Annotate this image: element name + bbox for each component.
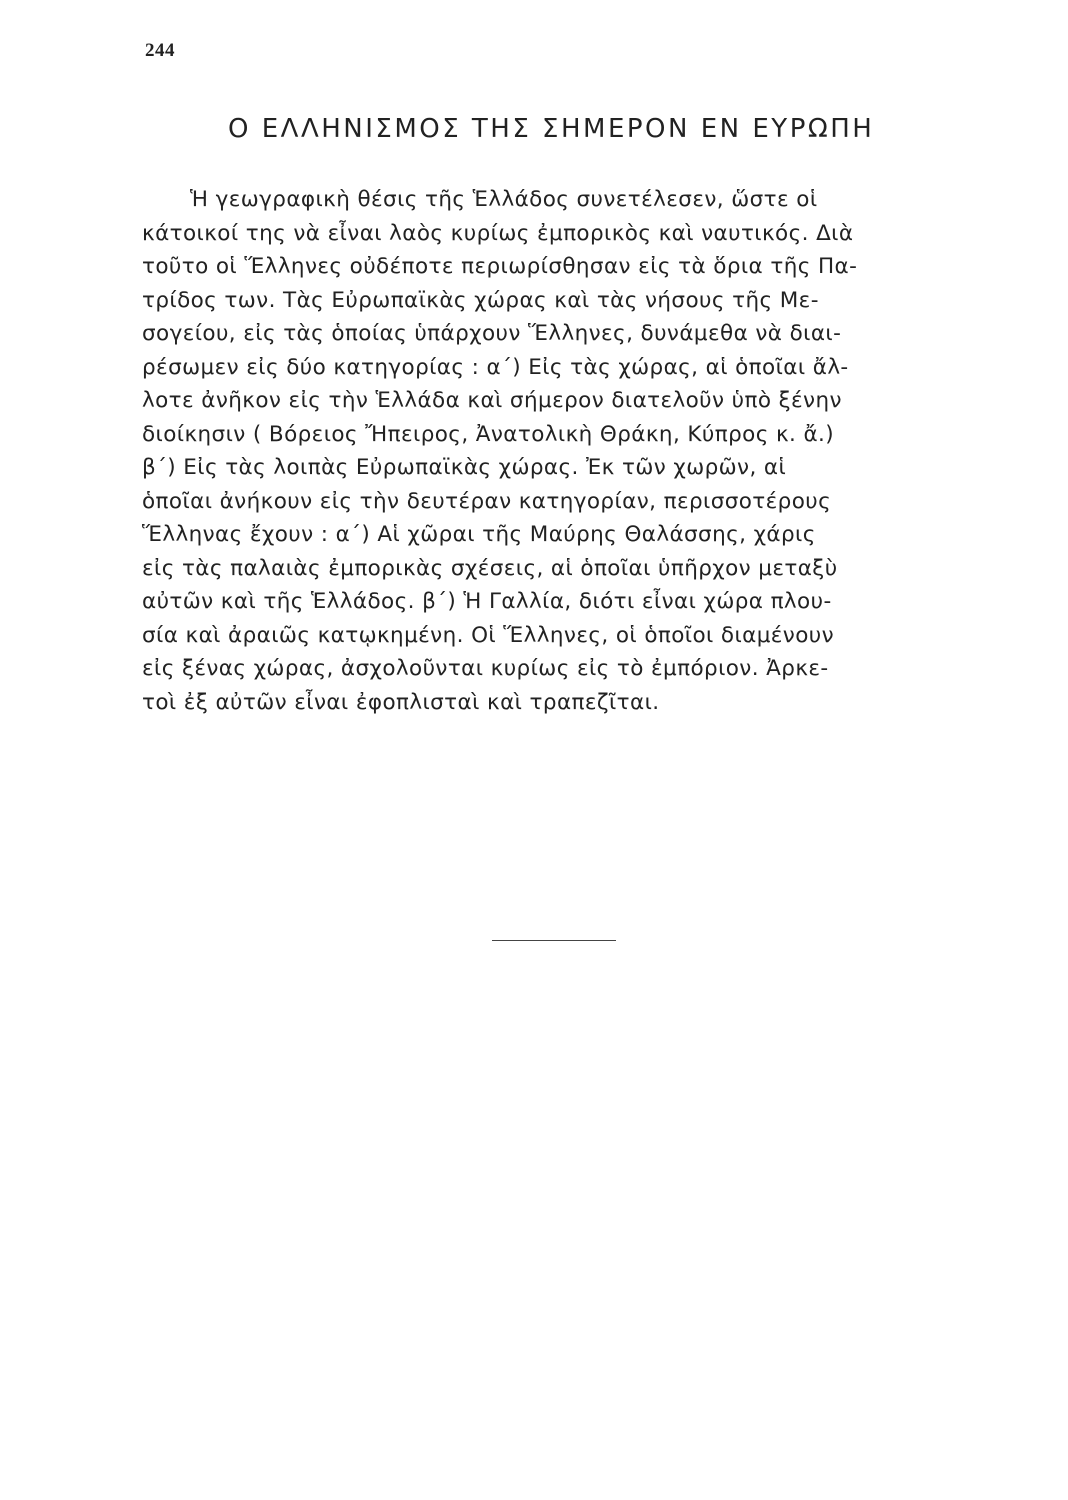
text-line: Ἕλληνας ἔχουν : α΄) Αἱ χῶραι τῆς Μαύρης Θαλάσσης, χάρις xyxy=(142,522,816,547)
text-line: β΄) Εἰς τὰς λοιπὰς Εὐρωπαϊκὰς χώρας. Ἐκ τῶν χωρῶν, αἱ xyxy=(142,455,787,480)
text-line: σία καὶ ἀραιῶς κατῳκημένη. Οἱ Ἕλληνες, οἱ ὁποῖοι διαμένουν xyxy=(142,622,835,648)
page-number: 244 xyxy=(145,40,175,61)
text-line: λοτε ἀνῆκον εἰς τὴν Ἑλλάδα καὶ σήμερον διατελοῦν ὑπὸ ξένην xyxy=(142,388,842,413)
text-line: κάτοικοί της νὰ εἶναι λαὸς κυρίως ἐμπορικὸς καὶ ναυτικός. Διὰ xyxy=(142,220,854,246)
text-line: αὐτῶν καὶ τῆς Ἑλλάδος. β΄) Ἡ Γαλλία, διότι εἶναι χώρα πλου- xyxy=(142,589,832,614)
text-line: σογείου, εἰς τὰς ὁποίας ὑπάρχουν Ἕλληνες, δυνάμεθα νὰ διαι- xyxy=(142,321,842,346)
text-line: εἰς τὰς παλαιὰς ἐμπορικὰς σχέσεις, αἱ ὁποῖαι ὑπῆρχον μεταξὺ xyxy=(142,555,838,581)
text-line: τρίδος των. Τὰς Εὐρωπαϊκὰς χώρας καὶ τὰς νήσους τῆς Με- xyxy=(142,287,819,313)
text-line: εἰς ξένας χώρας, ἀσχολοῦνται κυρίως εἰς τὸ ἐμπόριον. Ἀρκε- xyxy=(142,656,829,681)
text-line: τοὶ ἐξ αὐτῶν εἶναι ἐφοπλισταὶ καὶ τραπεζῖται. xyxy=(142,689,660,715)
section-divider xyxy=(492,940,616,941)
text-line: ὁποῖαι ἀνήκουν εἰς τὴν δευτέραν κατηγορίαν, περισσοτέρους xyxy=(142,488,832,514)
text-line: διοίκησιν ( Βόρειος Ἤπειρος, Ἀνατολικὴ Θράκη, Κύπρος κ. ἄ.) xyxy=(142,421,835,447)
text-line: ρέσωμεν εἰς δύο κατηγορίας : α΄) Εἰς τὰς χώρας, αἱ ὁποῖαι ἄλ- xyxy=(142,354,849,380)
text-line: Ἡ γεωγραφικὴ θέσις τῆς Ἑλλάδος συνετέλεσεν, ὥστε οἱ xyxy=(190,187,818,212)
text-line: τοῦτο οἱ Ἕλληνες οὐδέποτε περιωρίσθησαν εἰς τὰ ὅρια τῆς Πα- xyxy=(142,254,858,279)
chapter-title: Ο ΕΛΛΗΝΙΣΜΟΣ ΤΗΣ ΣΗΜΕΡΟΝ ΕΝ ΕΥΡΩΠΗ xyxy=(228,114,875,144)
body-paragraph xyxy=(142,183,992,719)
